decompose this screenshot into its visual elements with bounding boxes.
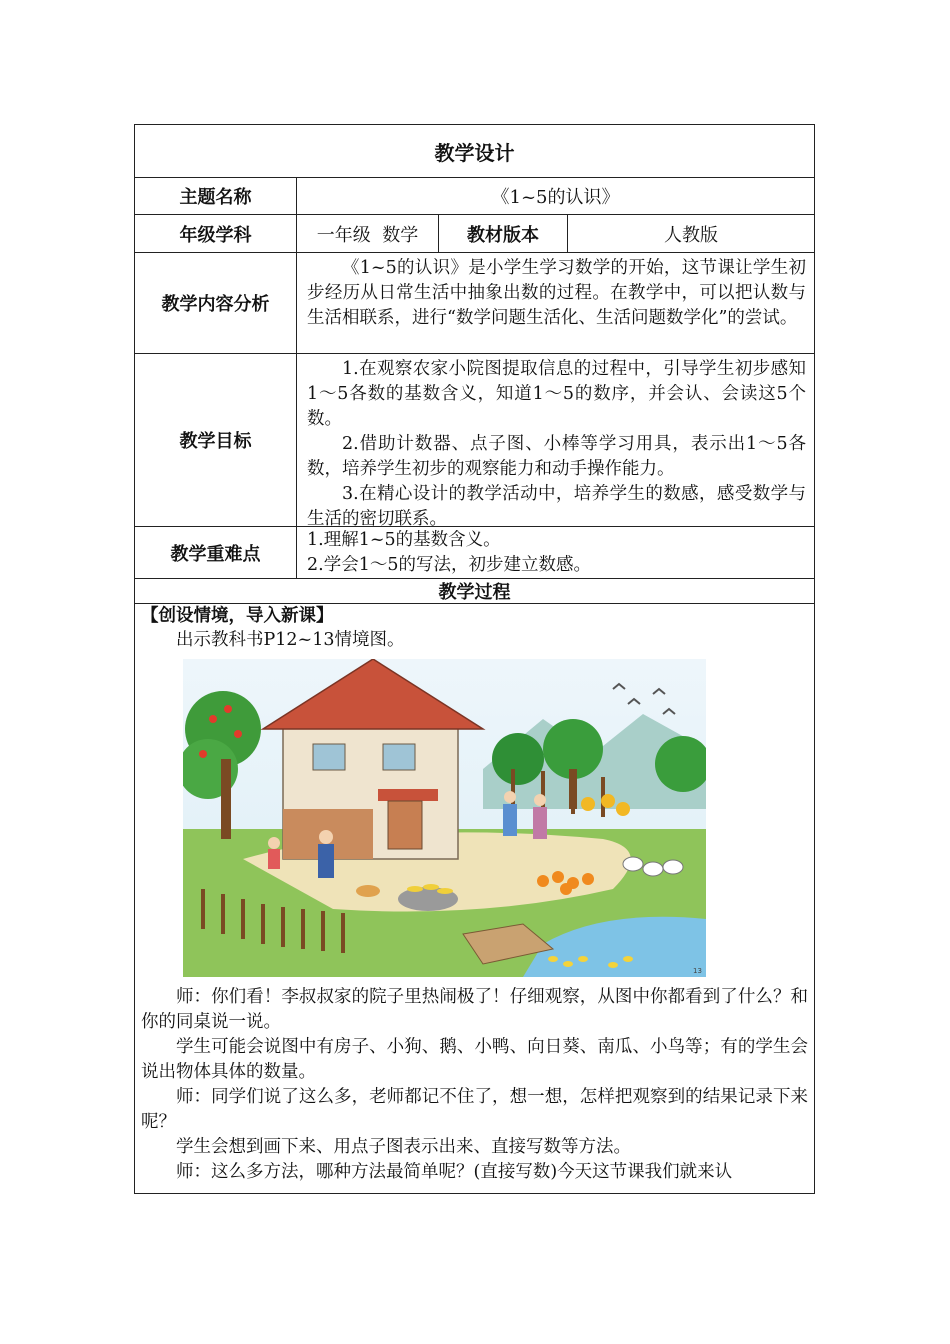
topic-label: 主题名称 bbox=[179, 187, 252, 208]
key-point-item: 1.理解1~5的基数含义。 bbox=[307, 530, 501, 550]
content-row bbox=[135, 253, 814, 354]
process-header-row bbox=[135, 579, 814, 604]
key-points-row bbox=[135, 527, 814, 579]
content-analysis-cell bbox=[296, 253, 814, 353]
grade-label: 年级学科 bbox=[179, 224, 252, 246]
intro-text: 出示教科书P12~13情境图。 bbox=[176, 630, 405, 650]
goal-item: 2.借助计数器、点子图、小棒等学习用具，表示出1～5各数，培养学生初步的观察能力和动手操作能力。 bbox=[307, 434, 806, 479]
dog bbox=[356, 885, 380, 897]
dialogue-paragraph: 学生可能会说图中有房子、小狗、鹅、小鸭、向日葵、南瓜、小鸟等；有的学生会说出物体具体的数量。 bbox=[141, 1037, 808, 1082]
tree bbox=[492, 733, 544, 785]
topic-row bbox=[135, 178, 814, 215]
goal-item: 3.在精心设计的教学活动中，培养学生的数感，感受数学与生活的密切联系。 bbox=[307, 484, 806, 529]
title-row bbox=[135, 125, 814, 178]
textbook-value: 人教版 bbox=[567, 215, 814, 252]
textbook-label: 教材版本 bbox=[438, 215, 567, 252]
goals-label: 教学目标 bbox=[179, 431, 252, 452]
lesson-plan-table bbox=[134, 124, 815, 1194]
door bbox=[388, 801, 422, 849]
goals-cell bbox=[296, 354, 814, 529]
grade-row bbox=[135, 215, 814, 253]
key-point-item: 2.学会1～5的写法，初步建立数感。 bbox=[307, 555, 591, 575]
grade-value: 一年级 数学 bbox=[296, 215, 438, 252]
farmyard-illustration bbox=[183, 659, 706, 977]
dialogue-paragraph: 学生会想到画下来、用点子图表示出来、直接写数等方法。 bbox=[176, 1137, 631, 1157]
content-text: 《1~5的认识》是小学生学习数学的开始，这节课让学生初步经历从日常生活中抽象出数的过程。在教学中，可以把认数与生活相联系，进行“数学问题生活化、生活问题数学化”的尝试。 bbox=[307, 258, 806, 328]
section-title: 【创设情境，导入新课】 bbox=[141, 606, 334, 626]
document-title: 教学设计 bbox=[434, 140, 515, 165]
process-header: 教学过程 bbox=[438, 582, 511, 603]
dialogue-paragraph: 师：这么多方法，哪种方法最简单呢？(直接写数)今天这节课我们就来认 bbox=[176, 1162, 733, 1182]
goal-item: 1.在观察农家小院图提取信息的过程中，引导学生初步感知1～5各数的基数含义，知道1～5的数序，并会认、会读这5个数。 bbox=[307, 359, 806, 429]
goals-row bbox=[135, 354, 814, 527]
process-section bbox=[135, 604, 814, 1193]
dialogue-paragraph: 师：你们看！李叔叔家的院子里热闹极了！仔细观察，从图中你都看到了什么？和你的同桌说一说。 bbox=[141, 987, 808, 1032]
key-points-label: 教学重难点 bbox=[170, 543, 261, 565]
illustration-page-number: 13 bbox=[693, 967, 702, 975]
dialogue-paragraph: 师：同学们说了这么多，老师都记不住了，想一想，怎样把观察到的结果记录下来呢？ bbox=[141, 1087, 808, 1132]
topic-value: 《1~5的认识》 bbox=[296, 178, 814, 214]
key-points-cell bbox=[296, 527, 814, 578]
content-label: 教学内容分析 bbox=[161, 294, 270, 315]
